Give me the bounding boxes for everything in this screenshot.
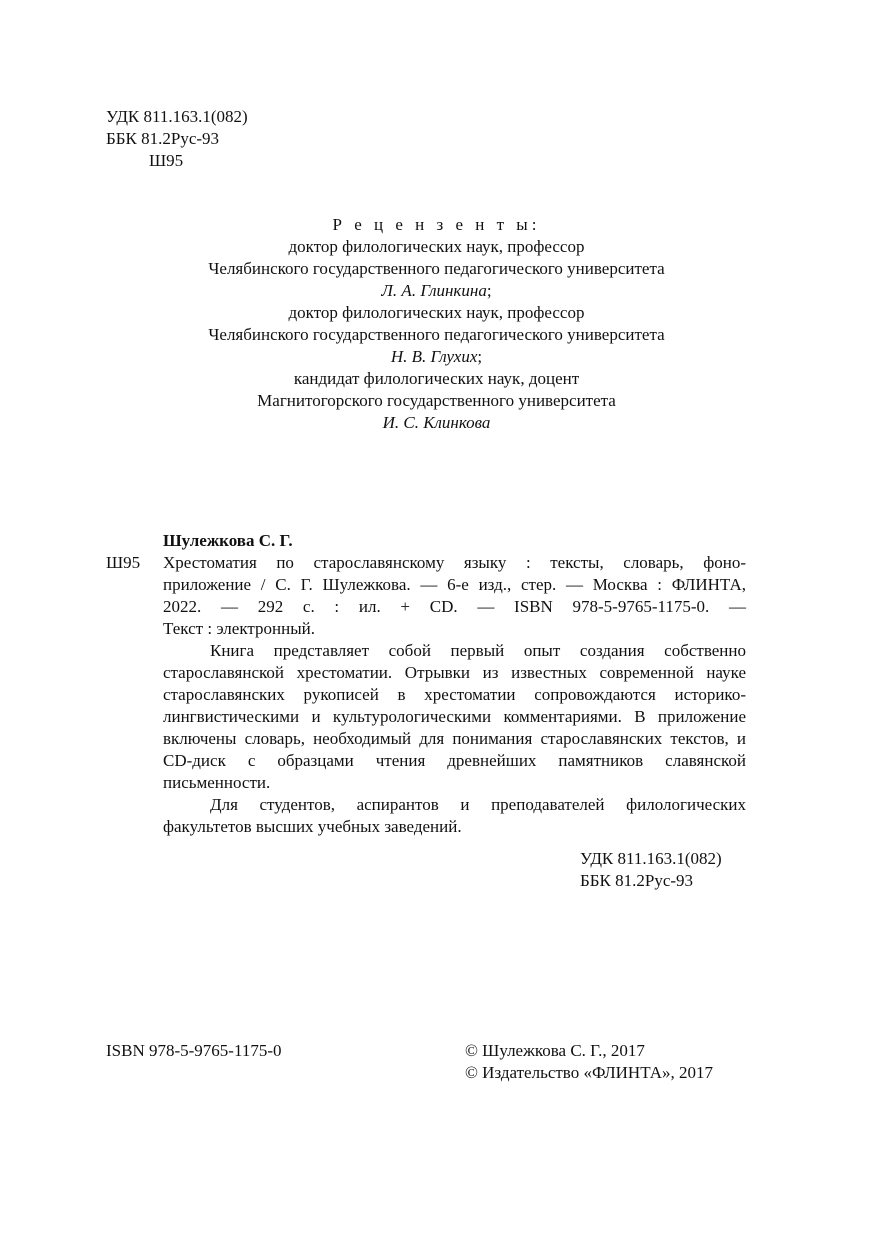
reviewer-2-name: Н. В. Глухих — [390, 347, 478, 366]
classification-codes — [106, 106, 248, 172]
reviewer-1-name: Л. А. Глинкина — [381, 281, 487, 300]
reviewer-3-degree: кандидат филологических наук, доцент — [293, 369, 580, 388]
annotation-paragraph-1: Книга представляет собой первый опыт создания собственно старославянской хрестоматии. Отрывки из известных современной науке старославянских рукописей в хрестоматии сопровождаются историко-лингвистическими и культурологическими комментариями. В приложение включены словарь, необходимый для понимания старославянских текстов, и CD-диск с образцами чтения древнейших памятников славянской письменности. — [163, 641, 746, 792]
reviewer-3-org: Магнитогорского государственного университета — [257, 391, 616, 410]
bbk-code-bottom: ББК 81.2Рус-93 — [580, 871, 694, 890]
copyright-publisher: © Издательство «ФЛИНТА», 2017 — [465, 1063, 714, 1082]
reviewer-1-org: Челябинского государственного педагогического университета — [208, 259, 665, 278]
author-mark: Ш95 — [149, 151, 184, 170]
entry-line-2: приложение / С. Г. Шулежкова. — 6-е изд., стер. — Москва : ФЛИНТА, — [163, 575, 746, 594]
reviewers-block — [0, 214, 873, 434]
reviewer-2-degree: доктор филологических наук, профессор — [288, 303, 585, 322]
reviewer-3-name-line — [0, 412, 873, 434]
reviewer-2-org: Челябинского государственного педагогического университета — [208, 325, 665, 344]
entry-line-3: 2022. — 292 с. : ил. + CD. — ISBN 978-5-9765-1175-0. — — [163, 597, 746, 616]
classification-codes-bottom — [580, 848, 722, 892]
udk-code-bottom: УДК 811.163.1(082) — [580, 849, 722, 868]
udk-code: УДК 811.163.1(082) — [106, 107, 248, 126]
entry-code: Ш95 — [106, 553, 141, 572]
copyright-author: © Шулежкова С. Г., 2017 — [465, 1041, 645, 1060]
entry-row — [106, 552, 746, 640]
reviewer-2-name-line — [0, 346, 873, 368]
entry-description — [163, 552, 746, 640]
entry-line-1: Хрестоматия по старославянскому языку : тексты, словарь, фоно- — [163, 553, 746, 572]
reviewer-1-name-line — [0, 280, 873, 302]
annotation — [163, 640, 746, 838]
entry-line-4: Текст : электронный. — [163, 619, 315, 638]
copyright-block — [465, 1040, 713, 1084]
bbk-code: ББК 81.2Рус-93 — [106, 129, 220, 148]
reviewer-2-separator: ; — [477, 347, 483, 366]
reviewer-1-degree: доктор филологических наук, профессор — [288, 237, 585, 256]
annotation-paragraph-2: Для студентов, аспирантов и преподавателей филологических факультетов высших учебных заведений. — [163, 795, 746, 836]
entry-author: Шулежкова С. Г. — [163, 531, 293, 550]
isbn: ISBN 978-5-9765-1175-0 — [106, 1041, 282, 1060]
bibliographic-entry — [106, 530, 746, 640]
reviewer-1-separator: ; — [486, 281, 492, 300]
reviewers-label: Р е ц е н з е н т ы: — [332, 215, 541, 234]
reviewer-3-name: И. С. Клинкова — [382, 413, 491, 432]
